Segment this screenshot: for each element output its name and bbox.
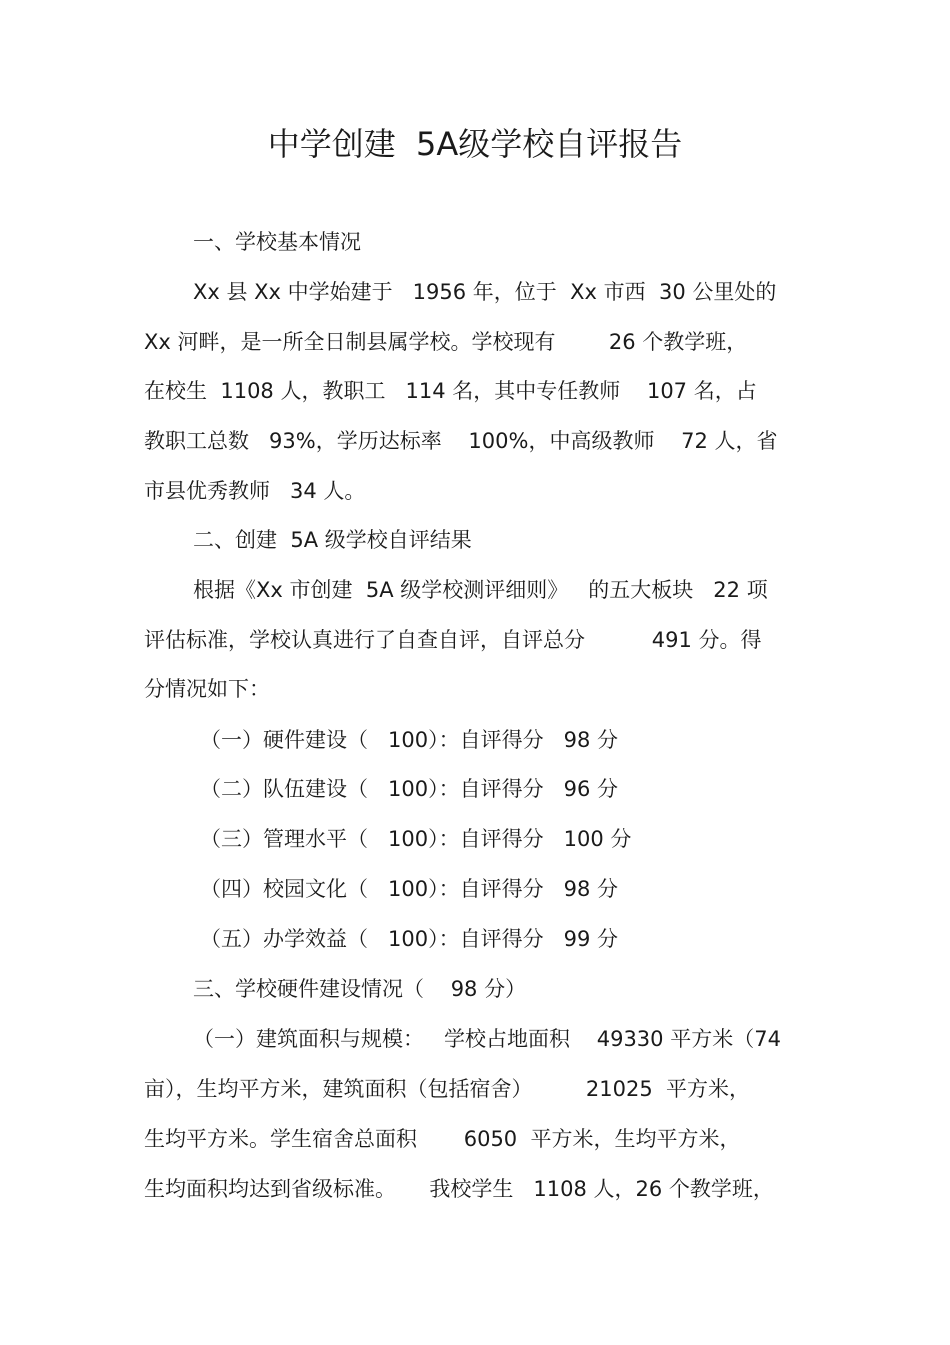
- paragraph-line: 市县优秀教师 34 人。: [144, 479, 366, 503]
- paragraph-line: 评估标准，学校认真进行了自查自评，自评总分 491 分。得: [144, 628, 762, 652]
- paragraph-line: 在校生 1108 人，教职工 114 名，其中专任教师 107 名，占: [144, 379, 757, 403]
- paragraph-line: 分情况如下：: [144, 677, 270, 701]
- score-item: （四）校园文化（ 100）：自评得分 98 分: [200, 877, 619, 901]
- section-heading-3: 三、学校硬件建设情况（ 98 分）: [193, 977, 527, 1001]
- score-item: （五）办学效益（ 100）：自评得分 99 分: [200, 927, 619, 951]
- section-heading-2: 二、创建 5A 级学校自评结果: [193, 528, 472, 552]
- paragraph-line: 亩），生均平方米，建筑面积（包括宿舍） 21025 平方米，: [144, 1077, 751, 1101]
- paragraph-line: 生均平方米。学生宿舍总面积 6050 平方米，生均平方米，: [144, 1127, 741, 1151]
- section-heading-1: 一、学校基本情况: [193, 230, 361, 254]
- paragraph-line: 生均面积均达到省级标准。 我校学生 1108 人，26 个教学班，: [144, 1177, 774, 1201]
- paragraph-line: Xx 河畔，是一所全日制县属学校。学校现有 26 个教学班，: [144, 330, 748, 354]
- score-item: （二）队伍建设（ 100）：自评得分 96 分: [200, 777, 619, 801]
- paragraph-line: 根据《Xx 市创建 5A 级学校测评细则》 的五大板块 22 项: [193, 578, 768, 602]
- paragraph-line: （一）建筑面积与规模： 学校占地面积 49330 平方米（74: [193, 1027, 781, 1051]
- score-item: （三）管理水平（ 100）：自评得分 100 分: [200, 827, 632, 851]
- score-item: （一）硬件建设（ 100）：自评得分 98 分: [200, 728, 619, 752]
- paragraph-line: 教职工总数 93%，学历达标率 100%，中高级教师 72 人，省: [144, 429, 778, 453]
- document-title: 中学创建 5A级学校自评报告: [267, 125, 683, 163]
- paragraph-line: Xx 县 Xx 中学始建于 1956 年，位于 Xx 市西 30 公里处的: [193, 280, 777, 304]
